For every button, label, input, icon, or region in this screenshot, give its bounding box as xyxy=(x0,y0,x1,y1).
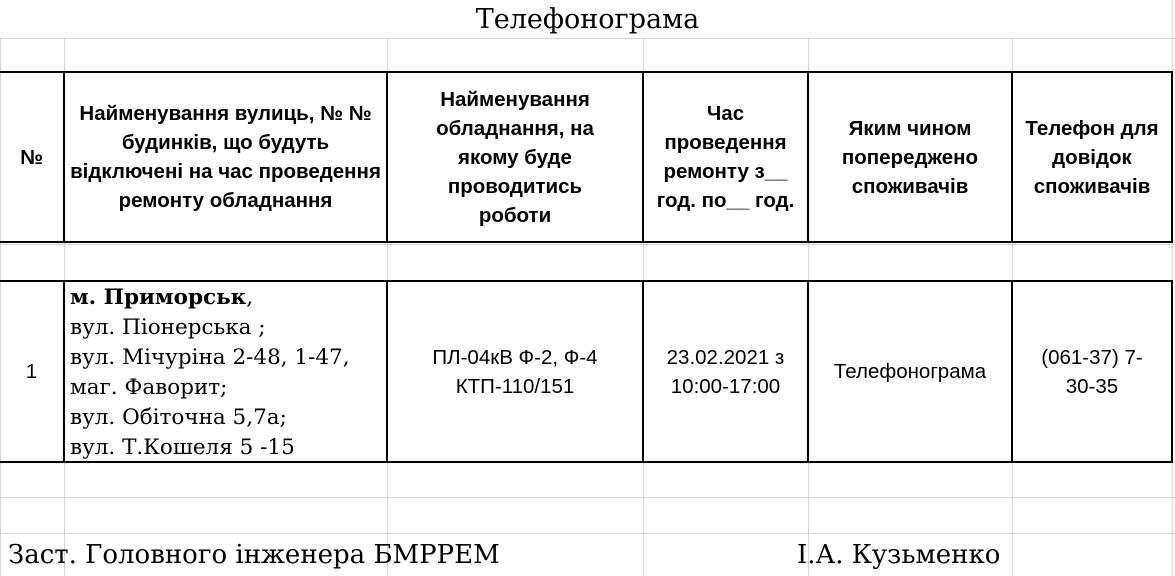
header-time: Час проведення ремонту з__ год. по__ год. xyxy=(656,102,795,212)
row-notice: Телефонограма xyxy=(833,360,987,383)
city-name: м. Приморськ xyxy=(70,285,247,310)
address-line: вул. Т.Кошеля 5 -15 xyxy=(70,435,295,460)
address-line: вул. Піонерська ; xyxy=(70,315,266,340)
row-time: 23.02.2021 з 10:00-17:00 xyxy=(666,345,785,398)
address-line: вул. Мічуріна 2-48, 1-47, xyxy=(70,345,350,370)
address-line: маг. Фаворит; xyxy=(70,375,228,400)
table-border xyxy=(1171,71,1173,243)
table-border xyxy=(0,241,1173,243)
row-phone: (061-37) 7-30-35 xyxy=(1041,345,1143,398)
document-title: Телефонограма xyxy=(475,4,700,35)
row-number: 1 xyxy=(25,360,38,383)
grid-line xyxy=(0,533,1175,534)
header-notice: Яким чином попереджено споживачів xyxy=(841,116,979,198)
table-border xyxy=(63,280,65,463)
city-suffix: , xyxy=(246,285,254,310)
header-streets: Найменування вулиць, № № будинків, що будуть відключені на час проведення ремонту обладнання xyxy=(70,102,381,212)
grid-line xyxy=(0,244,1175,245)
address-city-line xyxy=(70,283,385,313)
header-phone: Телефон для довідок споживачів xyxy=(1025,116,1159,198)
header-number: № xyxy=(20,145,43,169)
row-equipment: ПЛ-04кВ Ф-2, Ф-4 КТП-110/151 xyxy=(432,345,598,398)
address-line: вул. Обіточна 5,7а; xyxy=(70,405,287,430)
grid-line xyxy=(0,497,1175,498)
header-equipment: Найменування обладнання, на якому буде проводитись роботи xyxy=(436,87,594,227)
address-list xyxy=(70,283,385,463)
table-border xyxy=(1171,280,1173,463)
signatory-position: Заст. Головного інженера БМРРЕМ xyxy=(8,540,500,570)
signatory-name: І.А. Кузьменко xyxy=(797,540,1001,570)
grid-line xyxy=(0,38,1175,39)
